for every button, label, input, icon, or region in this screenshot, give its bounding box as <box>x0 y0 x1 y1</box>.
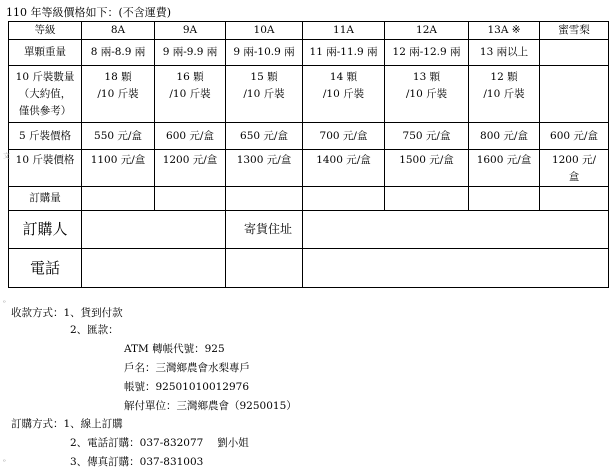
weight-cell: 13 兩以上 <box>469 40 540 66</box>
price-5jin-cell: 800 元/盒 <box>469 123 540 150</box>
price-heading: 110 年等級價格如下：(不含運費) <box>6 6 172 19</box>
weight-cell: 9 兩-10.9 兩 <box>226 40 303 66</box>
count-row <box>9 66 609 123</box>
order-qty-row <box>9 187 609 211</box>
ordering-phone: 2、電話訂購：037-832077 劉小姐 <box>70 437 249 449</box>
count-value: 15 顆 <box>250 71 278 83</box>
price-5jin-cell: 650 元/盒 <box>226 123 303 150</box>
grade-9a: 9A <box>155 22 226 40</box>
payment-title: 收款方式：1、貨到付款 <box>11 307 123 319</box>
count-unit: /10 斤裝 <box>97 88 139 100</box>
price-5jin-cell: 750 元/盒 <box>385 123 469 150</box>
count-value: 18 顆 <box>104 71 132 83</box>
count-cell <box>385 66 469 123</box>
weight-row <box>9 40 609 66</box>
price-table <box>8 21 609 288</box>
grade-honey-pear: 蜜雪梨 <box>540 22 609 40</box>
order-qty-cell[interactable] <box>385 187 469 211</box>
orderer-row <box>9 211 609 249</box>
margin-mark: ᵒ <box>3 299 6 307</box>
order-qty-label: 訂購量 <box>9 187 82 211</box>
account-number: 帳號：92501010012976 <box>124 381 250 393</box>
count-cell <box>155 66 226 123</box>
orderer-label: 訂購人 <box>9 211 82 249</box>
count-value: 13 顆 <box>412 71 441 83</box>
margin-mark: ᵒ <box>3 458 6 466</box>
phone-field[interactable] <box>82 249 226 288</box>
price-10jin-label: 10 斤裝價格 <box>9 150 82 187</box>
count-cell <box>540 66 609 123</box>
weight-cell: 9 兩-9.9 兩 <box>155 40 226 66</box>
price-5jin-cell: 550 元/盒 <box>82 123 155 150</box>
ordering-title: 訂購方式：1、線上訂購 <box>11 418 123 430</box>
price-10jin-cell: 1100 元/盒 <box>82 150 155 187</box>
price-5jin-cell: 600 元/盒 <box>155 123 226 150</box>
count-label-line: （大約值， <box>18 88 72 100</box>
grade-header: 等級 <box>9 22 82 40</box>
count-unit: /10 斤裝 <box>322 88 365 100</box>
grade-8a: 8A <box>82 22 155 40</box>
phone-label: 電話 <box>9 249 82 288</box>
count-cell <box>82 66 155 123</box>
weight-label: 單顆重量 <box>9 40 82 66</box>
weight-cell: 12 兩-12.9 兩 <box>385 40 469 66</box>
price-5jin-cell: 600 元/盒 <box>540 123 609 150</box>
address-field[interactable] <box>303 211 609 249</box>
count-label-line: 10 斤裝數量 <box>15 71 75 83</box>
count-label <box>9 66 82 123</box>
phone-extra-field[interactable] <box>303 249 609 288</box>
count-unit: /10 斤裝 <box>483 88 525 100</box>
count-cell <box>226 66 303 123</box>
price-5jin-label: 5 斤裝價格 <box>9 123 82 150</box>
order-qty-cell[interactable] <box>226 187 303 211</box>
grade-11a: 11A <box>303 22 385 40</box>
count-value: 14 顆 <box>329 71 358 83</box>
price-10jin-row <box>9 150 609 187</box>
order-qty-cell[interactable] <box>155 187 226 211</box>
order-qty-cell[interactable] <box>82 187 155 211</box>
order-qty-cell[interactable] <box>540 187 609 211</box>
price-5jin-cell: 700 元/盒 <box>303 123 385 150</box>
atm-code: ATM 轉帳代號：925 <box>124 343 225 355</box>
payment-transfer: 2、匯款： <box>70 324 119 336</box>
count-cell <box>303 66 385 123</box>
payment-unit: 解付單位：三灣鄉農會（9250015） <box>124 400 297 412</box>
order-qty-cell[interactable] <box>469 187 540 211</box>
price-10jin-cell <box>540 150 609 187</box>
price-10jin-line: 1200 元/ <box>551 154 597 166</box>
count-unit: /10 斤裝 <box>243 88 285 100</box>
price-10jin-cell: 1500 元/盒 <box>385 150 469 187</box>
count-cell <box>469 66 540 123</box>
grade-13a: 13A ※ <box>469 22 540 40</box>
count-value: 12 顆 <box>490 71 518 83</box>
order-qty-cell[interactable] <box>303 187 385 211</box>
ordering-fax: 3、傳真訂購：037-831003 <box>70 456 204 468</box>
phone-row <box>9 249 609 288</box>
price-10jin-cell: 1600 元/盒 <box>469 150 540 187</box>
grade-10a: 10A <box>226 22 303 40</box>
phone-blank-cell <box>226 249 303 288</box>
count-unit: /10 斤裝 <box>169 88 211 100</box>
address-label: 寄貨住址 <box>226 211 303 249</box>
count-label-line: 僅供參考） <box>18 105 72 117</box>
count-value: 16 顆 <box>176 71 204 83</box>
weight-cell <box>540 40 609 66</box>
grade-12a: 12A <box>385 22 469 40</box>
margin-mark: 文 <box>3 152 10 160</box>
price-10jin-cell: 1200 元/盒 <box>155 150 226 187</box>
price-5jin-row <box>9 123 609 150</box>
weight-cell: 11 兩-11.9 兩 <box>303 40 385 66</box>
price-10jin-cell: 1300 元/盒 <box>226 150 303 187</box>
price-10jin-cell: 1400 元/盒 <box>303 150 385 187</box>
orderer-field[interactable] <box>82 211 226 249</box>
price-10jin-line: 盒 <box>568 171 580 183</box>
account-name: 戶名：三灣鄉農會水梨專戶 <box>124 362 250 374</box>
weight-cell: 8 兩-8.9 兩 <box>82 40 155 66</box>
count-unit: /10 斤裝 <box>405 88 448 100</box>
grade-row <box>9 22 609 40</box>
